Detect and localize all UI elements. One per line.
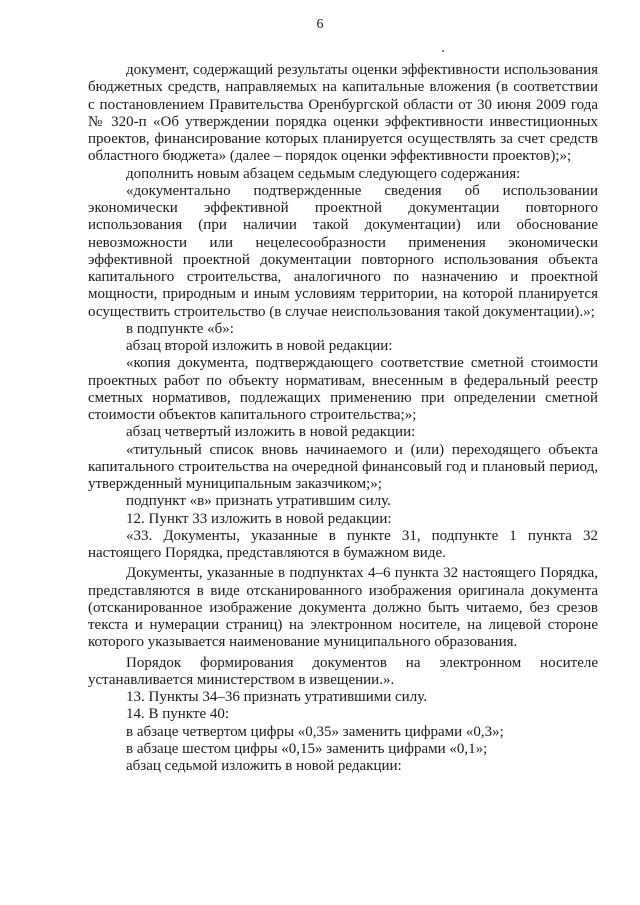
paragraph-item-33-quote: «33. Документы, указанные в пункте 31, подпункте 1 пункта 32 настоящего Порядка, представляются в бумажном виде.: [88, 527, 598, 561]
paragraph-second-subparagraph-new-wording: абзац второй изложить в новой редакции:: [126, 338, 393, 354]
paragraph-add-seventh-subparagraph: дополнить новым абзацем седьмым следующего содержания:: [126, 165, 521, 182]
paragraph-item-13: 13. Пункты 34–36 признать утратившими силу.: [126, 689, 427, 705]
paragraph-item-14: 14. В пункте 40:: [126, 706, 230, 723]
page-number: 6: [316, 17, 324, 32]
paragraph-sixth-subparagraph-digits: в абзаце шестом цифры «0,15» заменить цифрами «0,1»;: [126, 740, 488, 757]
paragraph-reuse-documentation-quote: «документально подтвержденные сведения об использовании экономически эффективной проектной документации повторного использования (при наличии такой документации) или обоснование невозможности или нецелесообразности применения экономически эффективной проектной документации повторного использования объекта капитального строительства, аналогичного по назначению и проектной мощности, природным и иным условиям территории, на которой планируется осуществить строительство (в случае неиспользования такой документации).»;: [88, 182, 598, 320]
scan-speck: [442, 50, 444, 52]
paragraph-electronic-media-procedure: Порядок формирования документов на электронном носителе устанавливается министерством в извещении.».: [88, 654, 598, 688]
paragraph-scanned-documents: Документы, указанные в подпунктах 4–6 пункта 32 настоящего Порядка, представляются в виде отсканированного изображения оригинала документа (отсканированное изображение документа должно быть читаемо, без срезов текста и нумерации страниц) на электронном носителе, на лицевой стороне которого указывается наименование муниципального образования.: [88, 565, 598, 651]
paragraph-subitem-v-repealed: подпункт «в» признать утратившим силу.: [126, 493, 391, 510]
paragraph-fourth-subparagraph-new-wording: абзац четвертый изложить в новой редакции:: [126, 424, 416, 441]
paragraph-fourth-subparagraph-digits: в абзаце четвертом цифры «0,35» заменить цифрами «0,3»;: [126, 723, 504, 740]
paragraph-seventh-subparagraph-new-wording: абзац седьмой изложить в новой редакции:: [126, 758, 402, 774]
paragraph-estimate-copy-quote: «копия документа, подтверждающего соответствие сметной стоимости проектных работ по объекту нормативам, внесенным в федеральный реестр сметных нормативов, подлежащих применению при определении сметной стоимости объектов капитального строительства;»;: [88, 355, 598, 423]
paragraph-item-12: 12. Пункт 33 изложить в новой редакции:: [126, 510, 392, 527]
paragraph-subitem-b: в подпункте «б»:: [126, 320, 234, 337]
paragraph-project-efficiency-document: документ, содержащий результаты оценки эффективности использования бюджетных средств, направляемых на капитальные вложения (в соответствии с постановлением Правительства Оренбургской области от 30 июня 2009 года № 320-п «Об утверждении порядка оценки эффективности инвестиционных проектов, финансирование которых планируется осуществлять за счет средств областного бюджета» (далее – порядок оценки эффективности проектов);»;: [88, 62, 598, 165]
paragraph-title-list-quote: «титульный список вновь начинаемого и (или) переходящего объекта капитального строительства на очередной финансовый год и плановый период, утвержденный муниципальным заказчиком;»;: [88, 441, 598, 492]
document-body: [88, 62, 598, 775]
